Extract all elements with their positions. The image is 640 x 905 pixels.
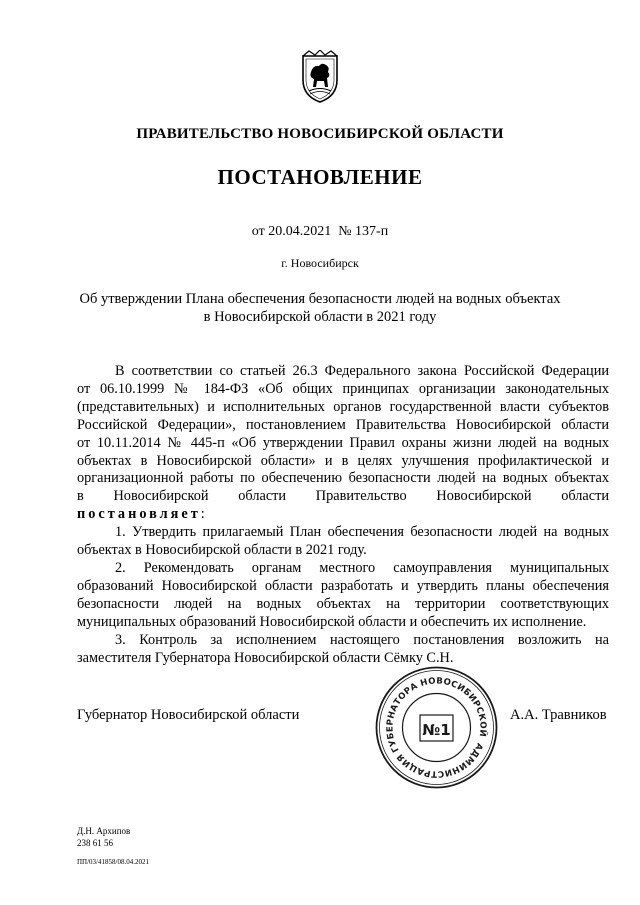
preamble-line: организационной работы по обеспечению безопасности людей на водных объектах — [77, 470, 609, 487]
preamble — [77, 363, 609, 524]
document-type-title: ПОСТАНОВЛЕНИЕ — [217, 165, 423, 189]
preamble-line: Российской Федерации», постановлением Правительства Новосибирской области — [77, 416, 609, 433]
stamp-number: №1 — [422, 721, 451, 739]
subject-line: в Новосибирской области в 2021 году — [203, 309, 437, 325]
preamble-line: от 06.10.1999 № 184-ФЗ «Об общих принципах организации законодательных — [77, 380, 609, 397]
preamble-line: объектах в Новосибирской области» и в целях улучшения профилактической и — [77, 452, 609, 469]
preamble-line: в Новосибирской области Правительство Новосибирской области — [77, 488, 609, 505]
government-name: ПРАВИТЕЛЬСТВО НОВОСИБИРСКОЙ ОБЛАСТИ — [136, 126, 504, 142]
list-item: 1. Утвердить прилагаемый План обеспечения безопасности людей на водных объектах в Новосибирской области в 2021 году. — [77, 524, 609, 559]
preamble-line: В соответствии со статьей 26.3 Федерального закона Российской Федерации — [115, 363, 609, 379]
signatory-position: Губернатор Новосибирской области — [77, 707, 300, 723]
date-and-number: от 20.04.2021 № 137-п — [251, 224, 389, 239]
official-stamp — [374, 665, 499, 790]
preamble-line: от 10.11.2014 № 445-п «Об утверждении Правил охраны жизни людей на водных — [77, 434, 609, 451]
subject-line: Об утверждении Плана обеспечения безопасности людей на водных объектах — [79, 291, 561, 307]
decree-word: постановляет — [77, 506, 201, 523]
decree-line — [77, 506, 609, 524]
executor-name: Д.Н. Архипов — [77, 826, 131, 836]
executor-info — [77, 825, 130, 849]
document-body — [77, 363, 609, 667]
decree-colon: : — [200, 506, 205, 523]
stamp-ring-text: АДМИНИСТРАЦИЯ ГУБЕРНАТОРА НОВОСИБИРСКОЙ — [385, 676, 488, 779]
signatory-name: А.А. Травников — [510, 707, 607, 723]
document-subject — [0, 290, 640, 326]
city-label: г. Новосибирск — [281, 256, 359, 270]
document-id: ПП/03/41858/08.04.2021 — [77, 858, 149, 866]
list-item: 3. Контроль за исполнением настоящего постановления возложить на заместителя Губернатора Новосибирской области Сёмку С.Н. — [77, 631, 609, 666]
coat-of-arms-emblem — [300, 50, 340, 104]
preamble-line: (представительных) и исполнительных органов государственной власти субъектов — [77, 398, 609, 415]
list-item: 2. Рекомендовать органам местного самоуправления муниципальных образований Новосибирской области разработать и утвердить планы обеспечения безопасности людей на водных объектах на территории соответствующих муниципальных образований Новосибирской области и обеспечить их исполнение. — [77, 559, 609, 630]
executor-phone: 238 61 56 — [77, 838, 113, 848]
